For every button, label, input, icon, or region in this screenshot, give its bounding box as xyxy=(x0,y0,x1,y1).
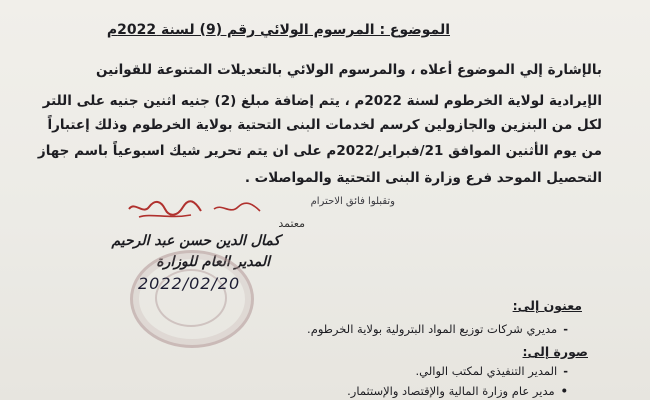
official-stamp xyxy=(130,250,254,348)
signatory-label: معتمد xyxy=(278,217,305,230)
copy-item-2 xyxy=(347,384,568,398)
copy-item-1 xyxy=(416,364,569,378)
recipients-heading: معنون إلى: xyxy=(512,298,582,313)
signature-mark xyxy=(212,201,262,217)
body-line-1: بالإشارة إلي الموضوع أعلاه ، والمرسوم الولائي بالتعديلات المتنوعة للقوانين xyxy=(95,62,602,78)
body-line-4: من يوم الأثنين الموافق 21/فبراير/2022م على ان يتم تحرير شيك اسبوعياً باسم جهاز xyxy=(37,143,602,159)
copies-heading: صورة إلى: xyxy=(522,344,588,359)
recipient-item xyxy=(307,322,568,336)
bullet-icon: - xyxy=(563,322,568,336)
body-line-3: لكل من البنزين والجازولين كرسم لخدمات البنى التحتية بولاية الخرطوم وذلك إعتباراً xyxy=(47,117,602,133)
body-line-2: الإيرادية لولاية الخرطوم لسنة 2022م ، يتم إضافة مبلغ (2) جنيه اثنين جنيه على اللتر xyxy=(42,93,602,109)
body-line-5: التحصيل الموحد فرع وزارة البنى التحتية والمواصلات . xyxy=(244,170,602,186)
signatory-title: المدير العام للوزارة xyxy=(156,254,270,270)
signature-date: 2022/02/20 xyxy=(138,274,241,293)
bullet-icon: - xyxy=(563,364,568,378)
closing-line: وتقبلوا فائق الاحترام xyxy=(310,196,395,207)
bullet-icon: • xyxy=(560,384,568,398)
handwritten-signature xyxy=(125,195,205,223)
copy-text-2: مدير عام وزارة المالية والإقتصاد والإستثمار. xyxy=(347,384,555,398)
signatory-name: كمال الدين حسن عبد الرحيم xyxy=(111,233,280,249)
recipient-text: مديري شركات توزيع المواد البترولية بولاية الخرطوم. xyxy=(307,322,558,336)
copy-text-1: المدير التنفيذي لمكتب الوالي. xyxy=(415,364,558,378)
subject-line: الموضوع : المرسوم الولائي رقم (9) لسنة 2022م xyxy=(106,22,450,38)
